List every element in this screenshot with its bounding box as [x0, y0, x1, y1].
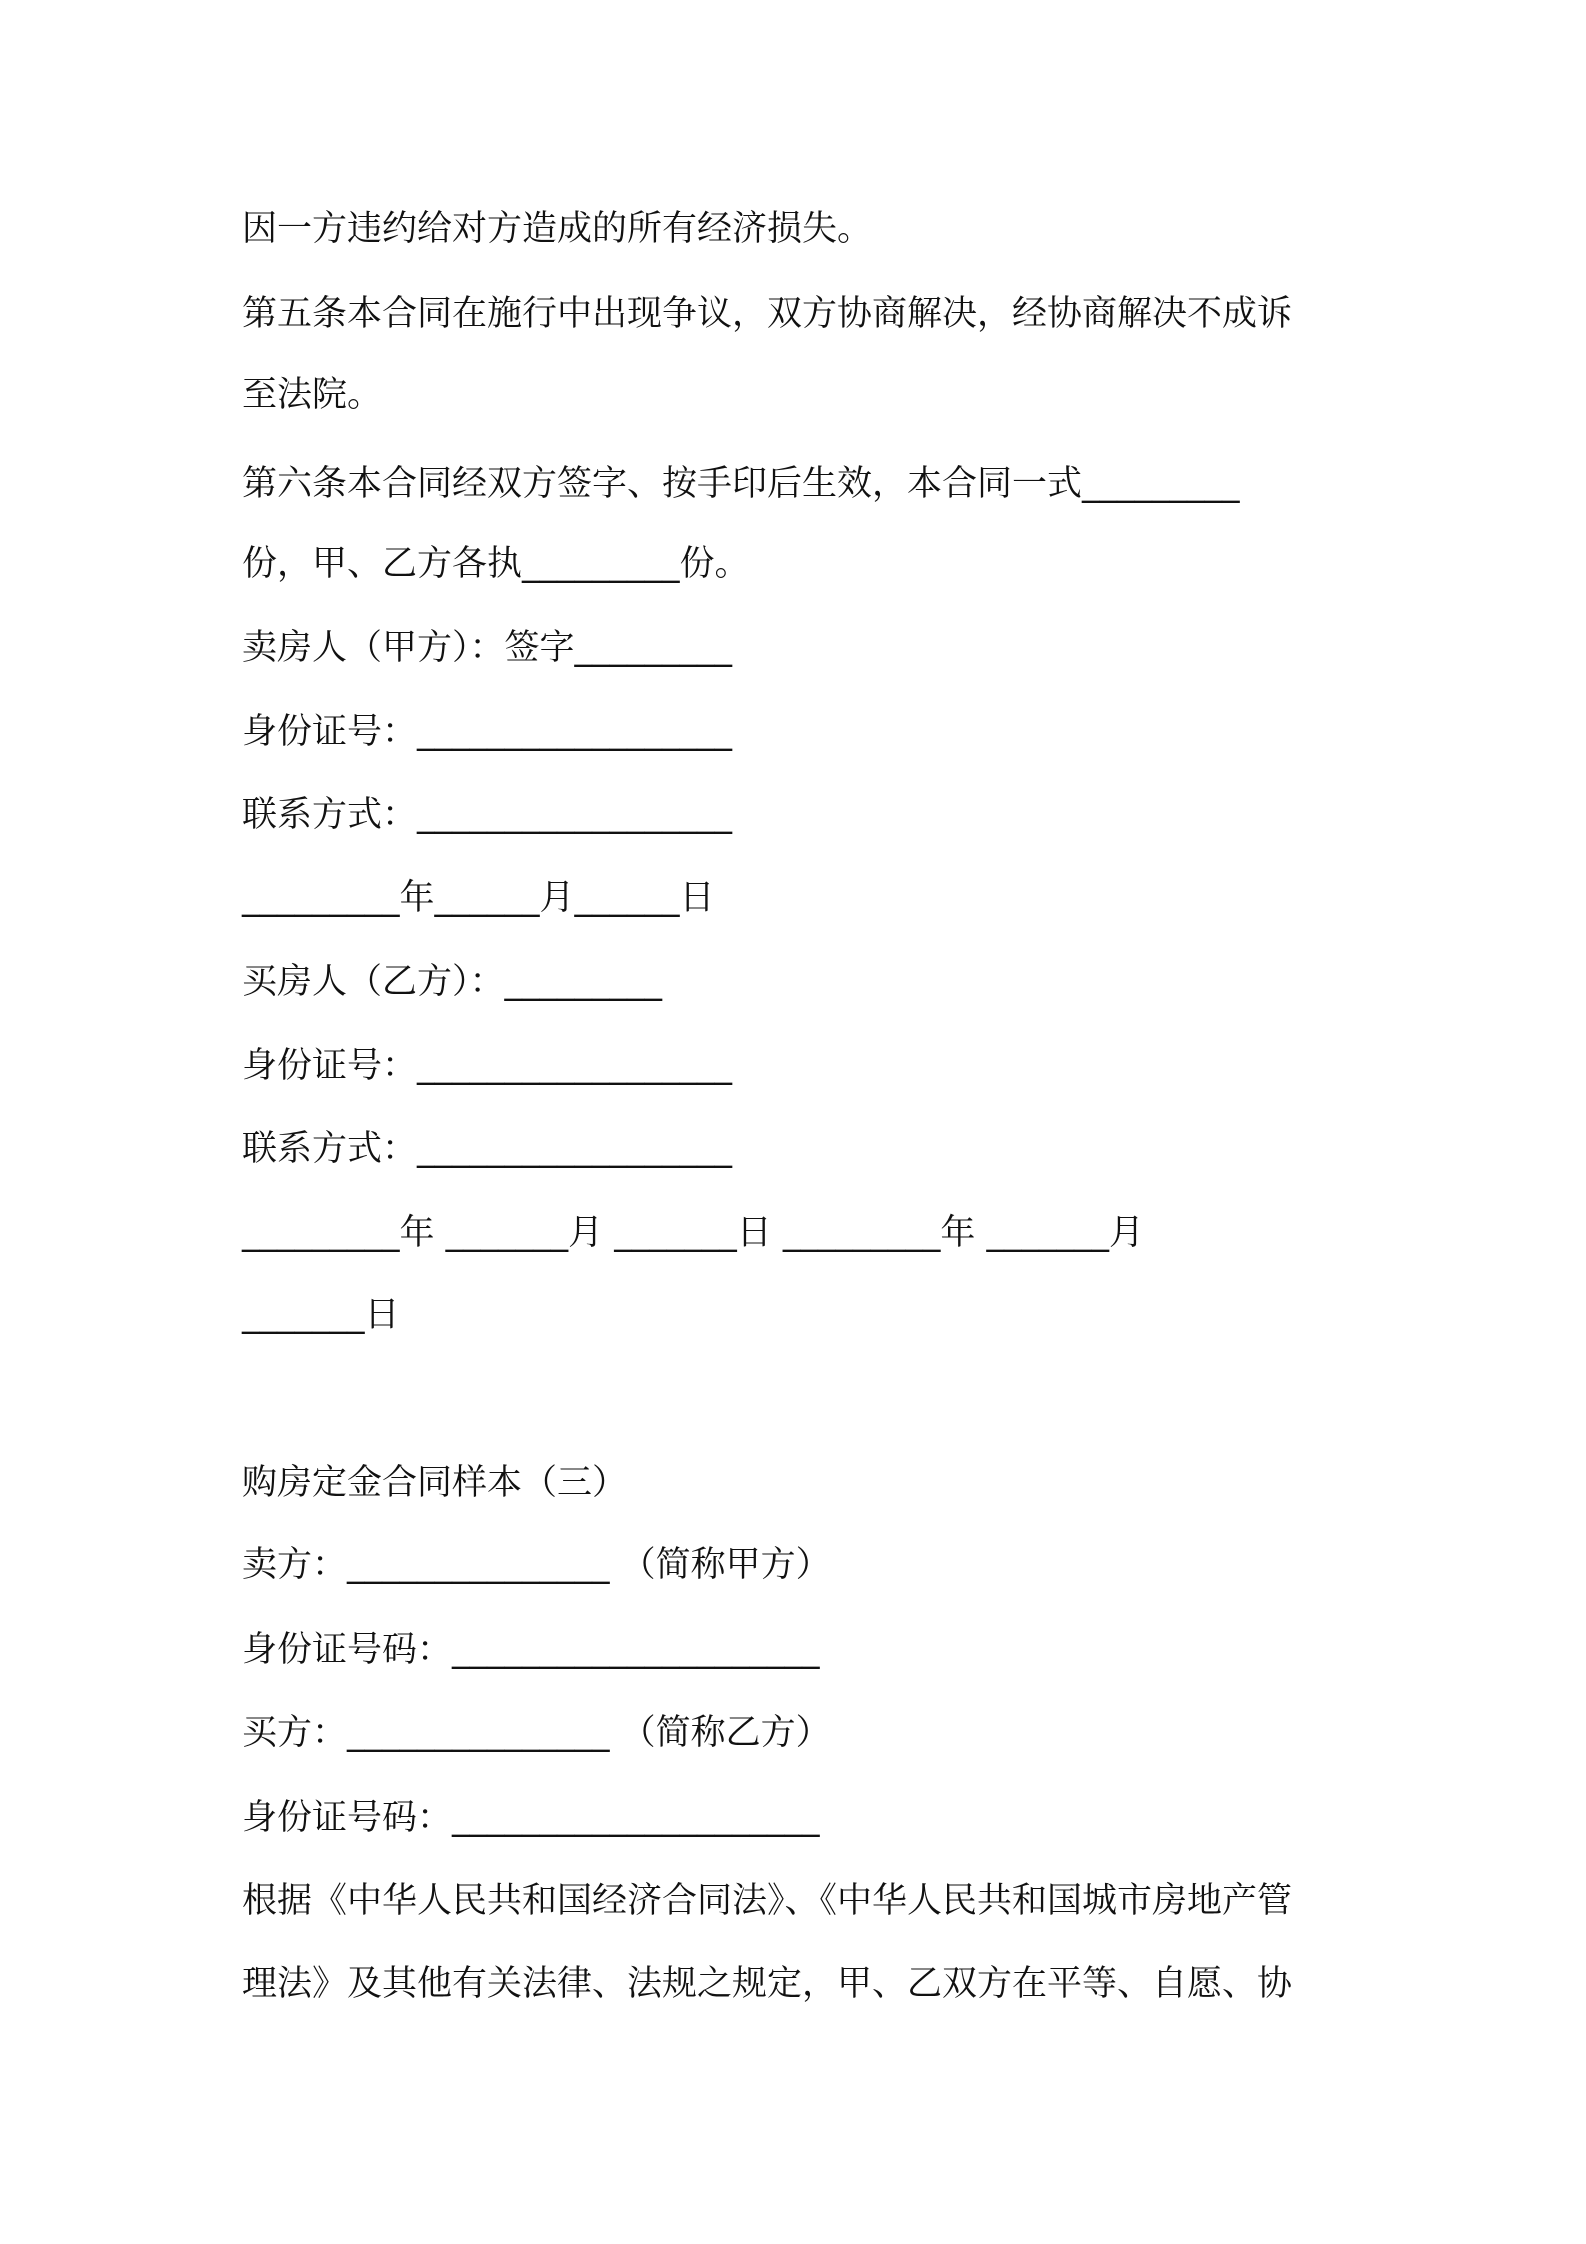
date-line: _________年 _______月 _______日 _________年 _______月 — [242, 1213, 1145, 1253]
text-line: 因一方违约给对方造成的所有经济损失。 — [242, 209, 873, 249]
section-title: 购房定金合同样本（三） — [242, 1463, 628, 1503]
seller-id-line: 身份证号：__________________ — [242, 712, 733, 752]
text-line: 第五条本合同在施行中出现争议，双方协商解决，经协商解决不成诉 — [242, 294, 1293, 334]
seller-date-line: _________年______月______日 — [242, 878, 715, 918]
seller-id-number-line: 身份证号码：_____________________ — [242, 1630, 820, 1670]
buyer-id-number-line: 身份证号码：_____________________ — [242, 1798, 820, 1838]
text-line: 至法院。 — [242, 375, 383, 415]
buyer-id-line: 身份证号：__________________ — [242, 1046, 733, 1086]
text-line: 份，甲、乙方各执_________份。 — [242, 544, 750, 584]
buyer-name-line: 买方：_______________ （简称乙方） — [242, 1713, 831, 1753]
text-line: 第六条本合同经双方签字、按手印后生效，本合同一式_________ — [242, 464, 1240, 504]
seller-signature-line: 卖房人（甲方）：签字_________ — [242, 628, 733, 668]
date-line-continued: _______日 — [242, 1295, 400, 1335]
text-line: 理法》及其他有关法律、法规之规定，甲、乙双方在平等、自愿、协 — [242, 1964, 1293, 2004]
buyer-signature-line: 买房人（乙方）：_________ — [242, 962, 663, 1002]
seller-contact-line: 联系方式：__________________ — [242, 795, 733, 835]
seller-name-line: 卖方：_______________ （简称甲方） — [242, 1545, 831, 1585]
text-line: 根据《中华人民共和国经济合同法》、《中华人民共和国城市房地产管 — [242, 1881, 1293, 1921]
buyer-contact-line: 联系方式：__________________ — [242, 1129, 733, 1169]
